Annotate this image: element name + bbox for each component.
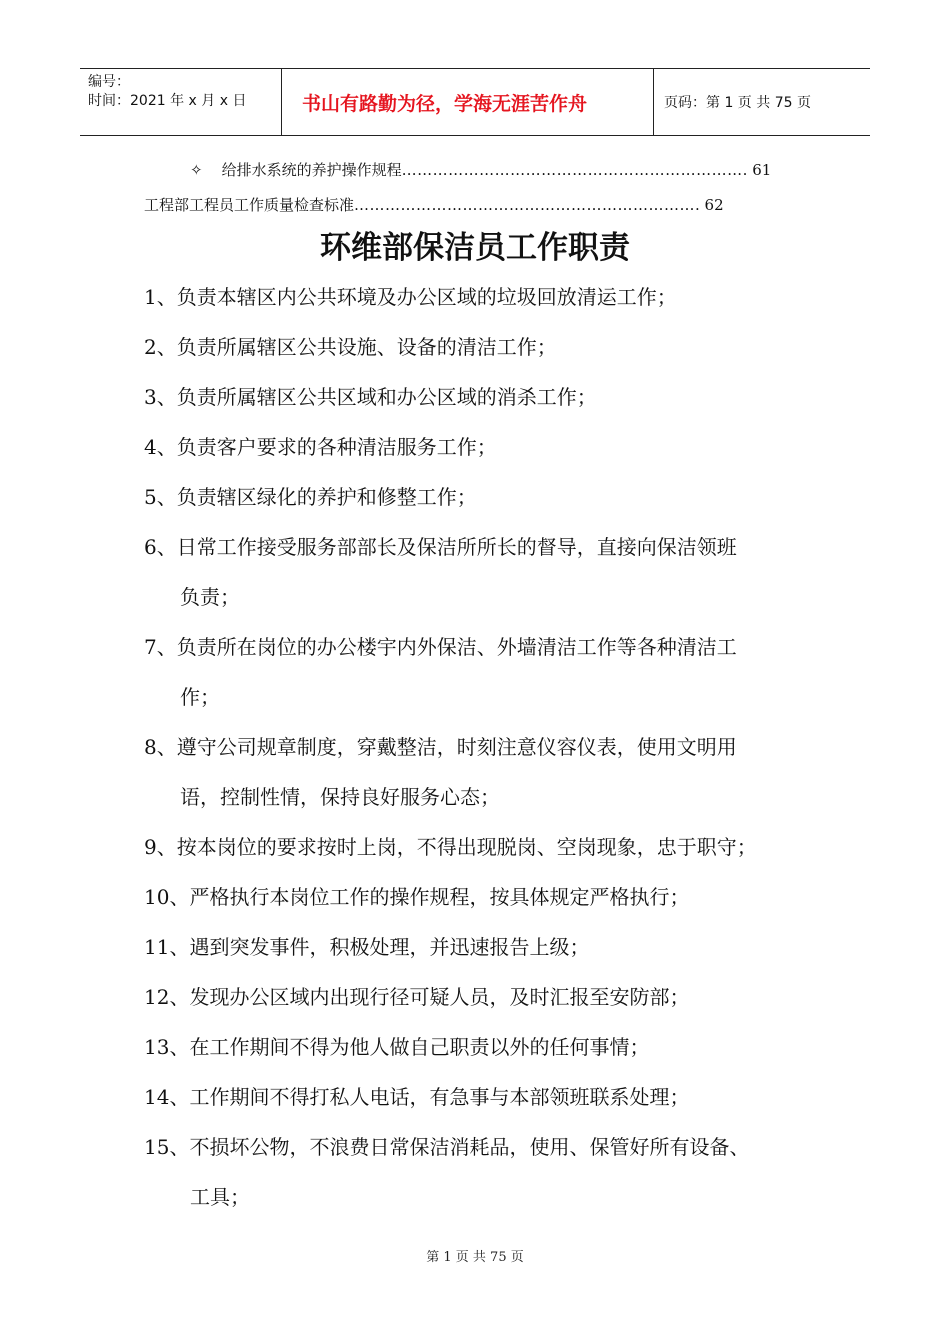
list-item: 6、日常工作接受服务部部长及保洁所所长的督导，直接向保洁领班 负责； xyxy=(144,535,737,609)
diamond-bullet-icon: ✧ xyxy=(190,161,203,179)
document-title: 环维部保洁员工作职责 xyxy=(320,230,630,266)
list-item: 7、负责所在岗位的办公楼宇内外保洁、外墙清洁工作等各种清洁工 作； xyxy=(144,635,737,709)
list-item: 4、负责客户要求的各种清洁服务工作； xyxy=(144,435,497,459)
page-footer: 第 1 页 共 75 页 xyxy=(426,1250,524,1265)
list-item: 14、工作期间不得打私人电话，有急事与本部领班联系处理； xyxy=(144,1085,690,1109)
toc-entry-text: 给排水系统的养护操作规程 xyxy=(221,161,402,179)
list-item: 15、不损坏公物，不浪费日常保洁消耗品，使用、保管好所有设备、 工具； xyxy=(144,1135,750,1209)
list-item: 3、负责所属辖区公共区域和办公区域的消杀工作； xyxy=(144,385,597,409)
header-page-info: 页码：第 1 页 共 75 页 xyxy=(664,95,811,111)
header-motto: 书山有路勤为径，学海无涯苦作舟 xyxy=(282,69,654,135)
toc-entry xyxy=(144,195,724,215)
list-item: 5、负责辖区绿化的养护和修整工作； xyxy=(144,485,477,509)
list-item: 11、遇到突发事件，积极处理，并迅速报告上级； xyxy=(144,935,590,959)
toc-page-number: . 62 xyxy=(695,196,724,214)
list-item: 13、在工作期间不得为他人做自己职责以外的任何事情； xyxy=(144,1035,650,1059)
list-item: 2、负责所属辖区公共设施、设备的清洁工作； xyxy=(144,335,557,359)
toc-entry-text: 工程部工程员工作质量检查标准 xyxy=(144,196,355,214)
list-item: 8、遵守公司规章制度，穿戴整洁，时刻注意仪容仪表，使用文明用 语，控制性情，保持良好服务心态； xyxy=(144,735,737,809)
list-item: 12、发现办公区域内出现行径可疑人员，及时汇报至安防部； xyxy=(144,985,690,1009)
list-item: 10、严格执行本岗位工作的操作规程，按具体规定严格执行； xyxy=(144,885,690,909)
toc-leader-dots: ………………………………………………………… xyxy=(354,196,696,214)
number-label: 编号： xyxy=(88,74,130,90)
time-label: 时间：2021 年 x 月 x 日 xyxy=(88,93,247,109)
header-meta xyxy=(80,69,282,135)
list-item: 1、负责本辖区内公共环境及办公区域的垃圾回放清运工作； xyxy=(144,285,677,309)
toc-page-number: . 61 xyxy=(742,161,772,179)
duty-list xyxy=(144,272,834,1222)
list-item: 9、按本岗位的要求按时上岗，不得出现脱岗、空岗现象，忠于职守； xyxy=(144,835,757,859)
page-header xyxy=(80,68,870,136)
toc-leader-dots: ………………………………………………………… xyxy=(401,161,743,179)
toc-entry xyxy=(190,160,771,180)
